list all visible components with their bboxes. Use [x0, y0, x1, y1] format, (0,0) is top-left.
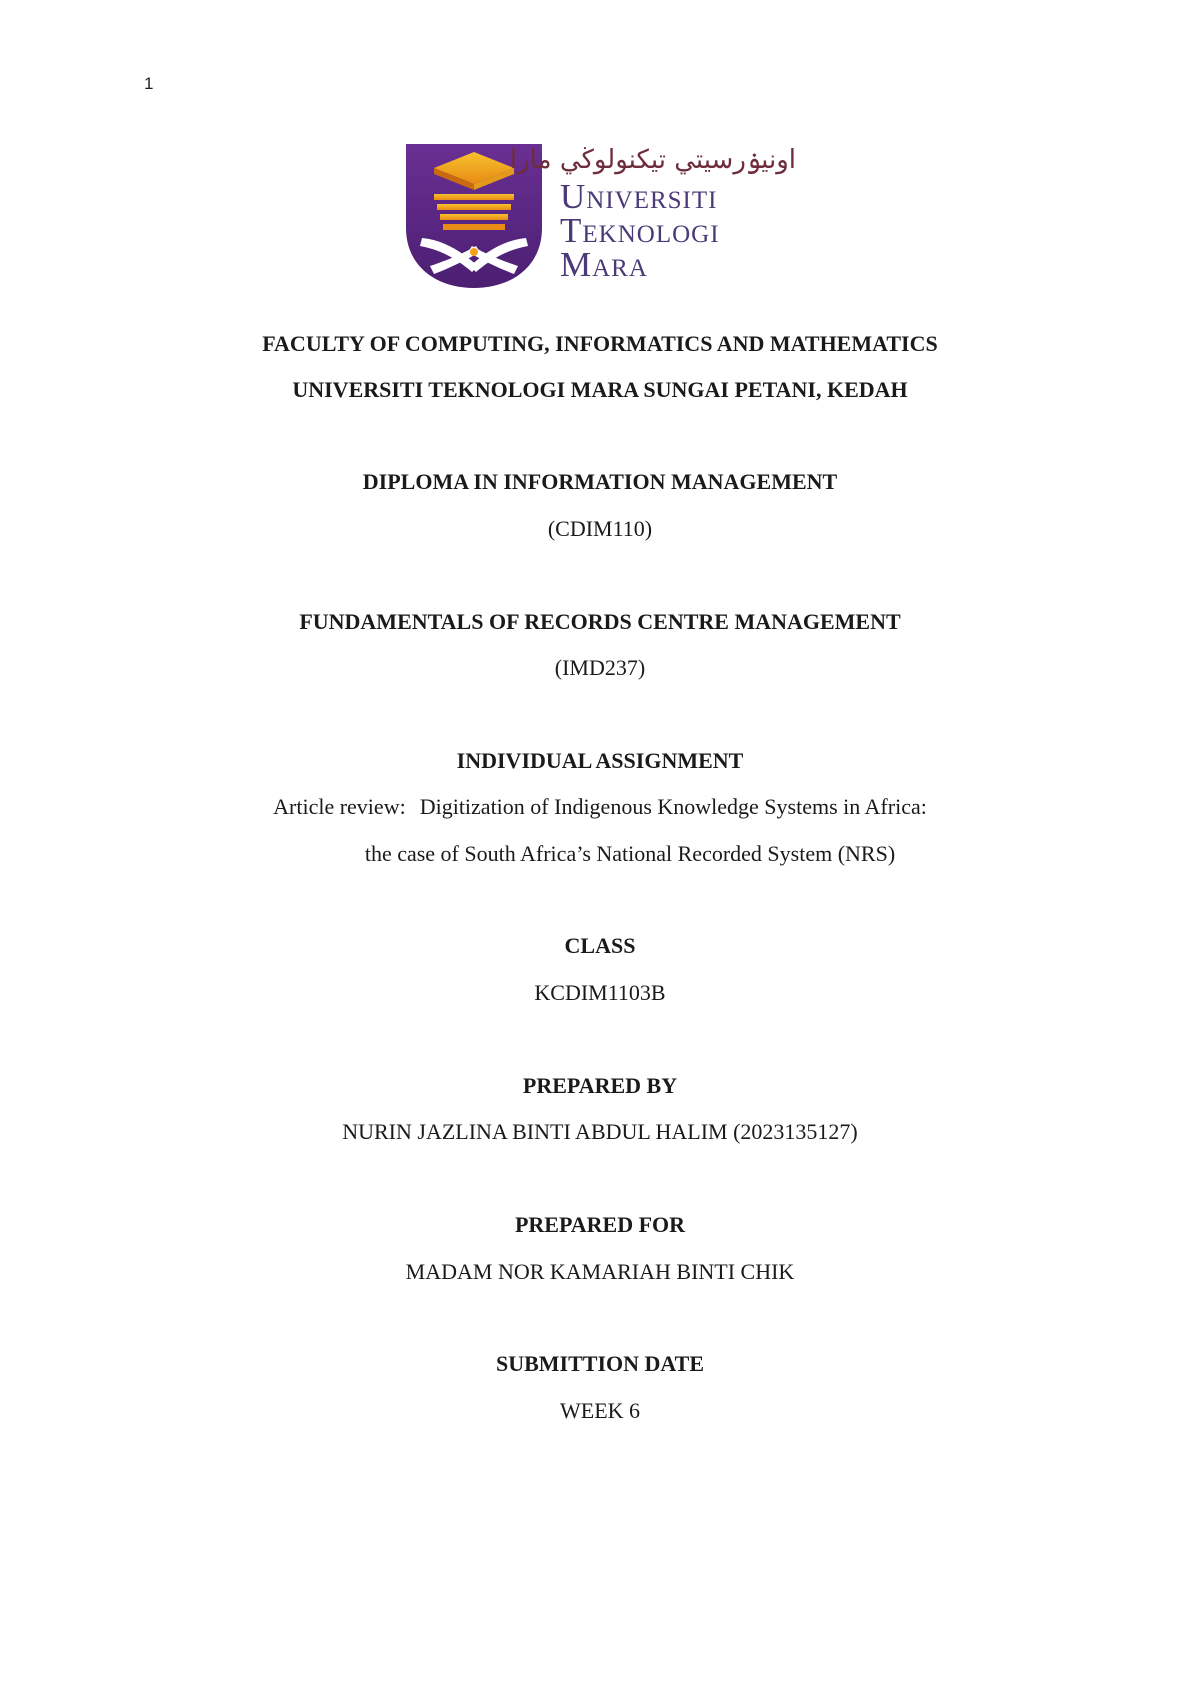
page-number: 1: [144, 74, 154, 93]
prepared-for-value: MADAM NOR KAMARIAH BINTI CHIK: [405, 1259, 795, 1284]
prepared-by-heading: PREPARED BY: [522, 1073, 678, 1098]
assignment-heading: INDIVIDUAL ASSIGNMENT: [456, 748, 744, 773]
prepared-by-value: NURIN JAZLINA BINTI ABDUL HALIM (2023135127): [342, 1119, 858, 1144]
university-name: UNIVERSITI TEKNOLOGI MARA SUNGAI PETANI, KEDAH: [292, 377, 908, 402]
program-code: (CDIM110): [547, 516, 653, 541]
logo-wordmark: Universiti Teknologi Mara: [560, 177, 720, 284]
class-heading: CLASS: [564, 933, 636, 958]
submission-date-heading: SUBMITTION DATE: [495, 1351, 705, 1376]
prepared-for-heading: PREPARED FOR: [514, 1212, 686, 1237]
course-code: (IMD237): [554, 655, 646, 680]
article-review-line: [0, 792, 1200, 822]
article-review-prefix: Article review:: [273, 794, 406, 819]
university-logo: [404, 142, 804, 290]
class-value: KCDIM1103B: [534, 980, 666, 1005]
faculty-name: FACULTY OF COMPUTING, INFORMATICS AND MATHEMATICS: [262, 331, 938, 356]
article-review-title-line2: the case of South Africa’s National Recorded System (NRS): [364, 841, 896, 866]
article-review-title-line1: Digitization of Indigenous Knowledge Systems in Africa:: [419, 794, 927, 819]
program-title: DIPLOMA IN INFORMATION MANAGEMENT: [362, 469, 838, 494]
submission-date-value: WEEK 6: [559, 1398, 641, 1423]
course-title: FUNDAMENTALS OF RECORDS CENTRE MANAGEMENT: [299, 609, 901, 634]
logo-jawi-text: اونيۏرسيتي تيكنولوڬي مارا: [509, 145, 796, 175]
